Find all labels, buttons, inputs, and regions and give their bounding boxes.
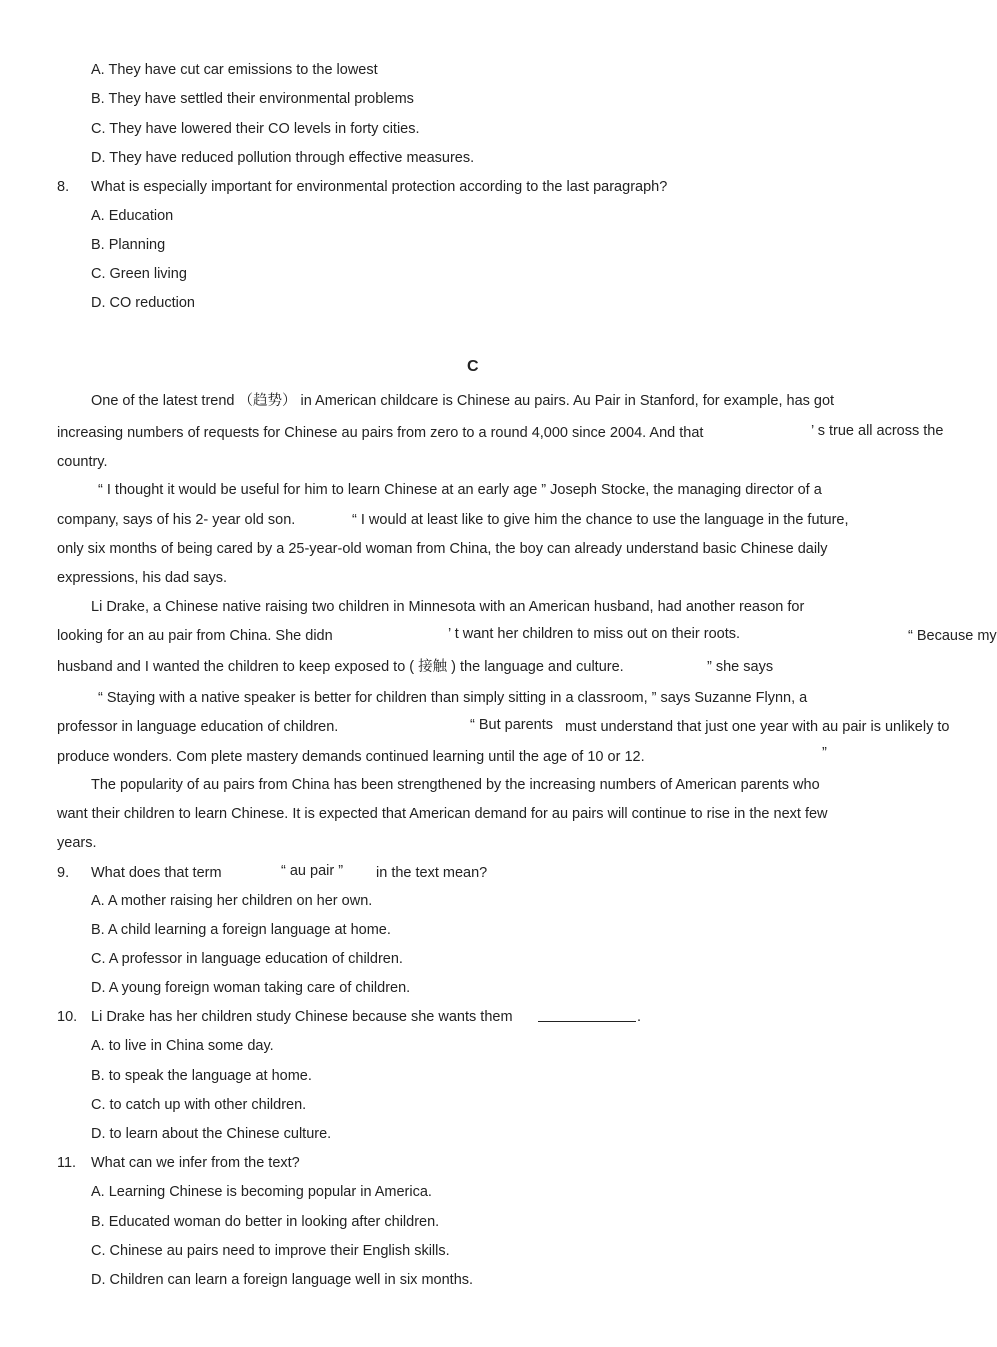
passage-p4-line2-quote: “ But parents bbox=[470, 717, 554, 733]
passage-p2-line1: “ I thought it would be useful for him to learn Chinese at an early age ” Joseph Stocke, the managing director of a bbox=[98, 482, 822, 498]
passage-p5-line2: want their children to learn Chinese. It is expected that American demand for au pairs will continue to rise in the next few bbox=[57, 806, 828, 822]
q7-option-c: C. They have lowered their CO levels in forty cities. bbox=[91, 121, 420, 137]
passage-p2-line2-quote: “ I would at least like to give him the chance to use the language in the future, bbox=[352, 512, 849, 528]
q10-text: Li Drake has her children study Chinese because she wants them bbox=[91, 1009, 513, 1025]
q11-option-a: A. Learning Chinese is becoming popular in America. bbox=[91, 1184, 432, 1200]
q9-option-d: D. A young foreign woman taking care of children. bbox=[91, 980, 411, 996]
passage-p2-line4: expressions, his dad says. bbox=[57, 570, 228, 586]
q9-option-c: C. A professor in language education of children. bbox=[91, 951, 403, 967]
q8-number: 8. bbox=[57, 179, 70, 195]
passage-p4-line3: produce wonders. Com plete mastery demands continued learning until the age of 10 or 12. bbox=[57, 749, 645, 765]
q8-text: What is especially important for environmental protection according to the last paragraph? bbox=[91, 179, 668, 195]
q10-option-b: B. to speak the language at home. bbox=[91, 1068, 312, 1084]
q9-option-a: A. A mother raising her children on her own. bbox=[91, 893, 373, 909]
passage-p3-line1: Li Drake, a Chinese native raising two children in Minnesota with an American husband, had another reason for bbox=[91, 599, 805, 615]
q9-number: 9. bbox=[57, 865, 70, 881]
passage-p1-line1: One of the latest trend （趋势） in American childcare is Chinese au pairs. Au Pair in Stanford, for example, has got bbox=[91, 393, 835, 409]
passage-p4-line1: “ Staying with a native speaker is better for children than simply sitting in a classroom, ” says Suzanne Flynn, a bbox=[98, 690, 808, 706]
q10-option-d: D. to learn about the Chinese culture. bbox=[91, 1126, 332, 1142]
q9-text-a: What does that term bbox=[91, 865, 222, 881]
q7-option-a: A. They have cut car emissions to the lowest bbox=[91, 62, 378, 78]
passage-p4-line2: professor in language education of children. bbox=[57, 719, 339, 735]
q9-text-c: in the text mean? bbox=[376, 865, 488, 881]
q11-number: 11. bbox=[57, 1155, 77, 1171]
q10-option-a: A. to live in China some day. bbox=[91, 1038, 274, 1054]
q10-option-c: C. to catch up with other children. bbox=[91, 1097, 307, 1113]
passage-p5-line3: years. bbox=[57, 835, 97, 851]
q11-option-c: C. Chinese au pairs need to improve their English skills. bbox=[91, 1243, 450, 1259]
q11-option-d: D. Children can learn a foreign language well in six months. bbox=[91, 1272, 474, 1288]
passage-p1-line2-end: ’ s true all across the bbox=[811, 423, 944, 439]
passage-p1-line3: country. bbox=[57, 454, 108, 470]
q8-option-d: D. CO reduction bbox=[91, 295, 195, 311]
passage-p3-line3: husband and I wanted the children to keep exposed to ( 接触 ) the language and culture. bbox=[57, 659, 624, 675]
passage-p3-line3-end: ” she says bbox=[707, 659, 774, 675]
passage-p4-line2-end: must understand that just one year with au pair is unlikely to bbox=[565, 719, 950, 735]
passage-p2-line3: only six months of being cared by a 25-year-old woman from China, the boy can already understand basic Chinese daily bbox=[57, 541, 828, 557]
passage-p2-line2: company, says of his 2- year old son. bbox=[57, 512, 296, 528]
passage-p1-line2: increasing numbers of requests for Chinese au pairs from zero to a round 4,000 since 2004. And that bbox=[57, 425, 704, 441]
q8-option-c: C. Green living bbox=[91, 266, 187, 282]
section-heading: C bbox=[467, 358, 479, 375]
q7-option-d: D. They have reduced pollution through effective measures. bbox=[91, 150, 475, 166]
passage-p5-line1: The popularity of au pairs from China has been strengthened by the increasing numbers of American parents who bbox=[91, 777, 820, 793]
q11-text: What can we infer from the text? bbox=[91, 1155, 300, 1171]
passage-p3-line2-end: “ Because my bbox=[908, 628, 997, 644]
q8-option-a: A. Education bbox=[91, 208, 174, 224]
q8-option-b: B. Planning bbox=[91, 237, 166, 253]
q10-answer-blank bbox=[538, 1021, 636, 1022]
q9-option-b: B. A child learning a foreign language at home. bbox=[91, 922, 391, 938]
q7-option-b: B. They have settled their environmental problems bbox=[91, 91, 414, 107]
passage-p3-line2-mid: ’ t want her children to miss out on their roots. bbox=[448, 626, 741, 642]
q11-option-b: B. Educated woman do better in looking after children. bbox=[91, 1214, 440, 1230]
q10-number: 10. bbox=[57, 1009, 78, 1025]
q9-text-b: “ au pair ” bbox=[281, 863, 344, 879]
q10-text-end: . bbox=[637, 1009, 642, 1025]
passage-p4-line3-quote: ” bbox=[822, 745, 827, 761]
passage-p3-line2: looking for an au pair from China. She didn bbox=[57, 628, 333, 644]
